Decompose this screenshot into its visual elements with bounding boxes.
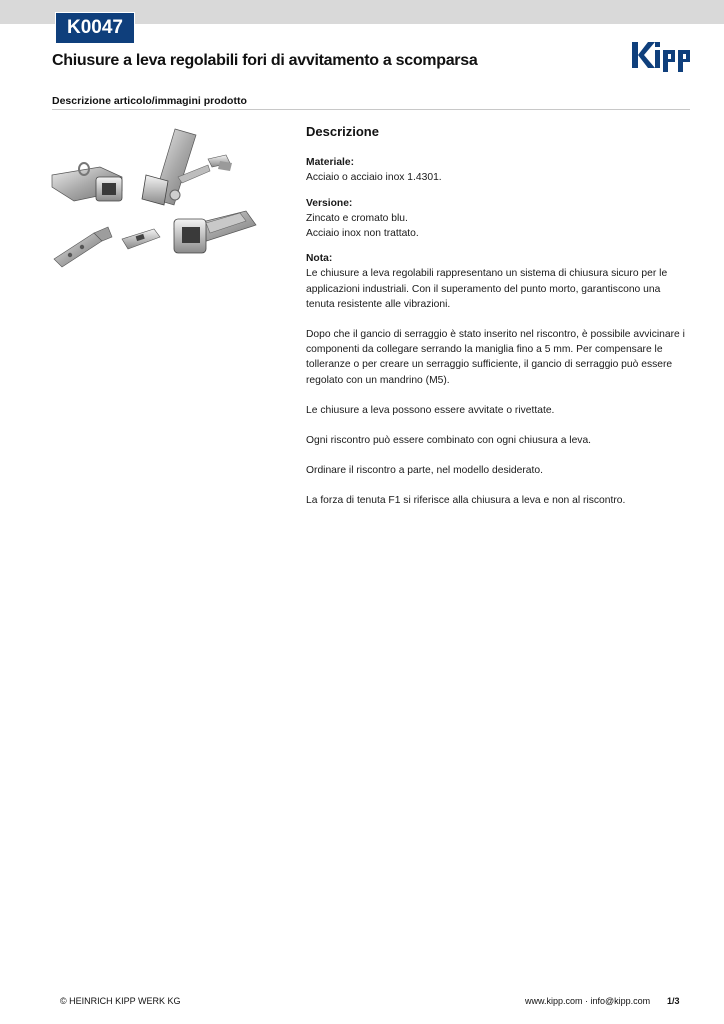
latch-bottom-right xyxy=(174,211,256,253)
latch-left xyxy=(52,163,122,201)
version-line: Acciaio inox non trattato. xyxy=(306,228,419,240)
catch-angle-bottom-left xyxy=(54,227,112,267)
description-block xyxy=(306,124,690,509)
material-label: Materiale: xyxy=(306,157,355,169)
note-label: Nota: xyxy=(306,253,333,265)
article-code-badge: K0047 xyxy=(55,12,135,44)
kipp-logo xyxy=(630,36,692,74)
note-paragraph: Le chiusure a leva regolabili rappresentano un sistema di chiusura sicuro per le applicazioni industriali. Con il superamento del punto morto, garantiscono una tenuta resistente alle vibrazioni. xyxy=(306,268,668,310)
note-paragraph: La forza di tenuta F1 si riferisce alla chiusura a leva e non al riscontro. xyxy=(306,495,626,507)
footer-contact: www.kipp.com · info@kipp.com xyxy=(525,996,651,1006)
catch-plate-bottom-center xyxy=(122,229,160,249)
note-paragraph: Ogni riscontro può essere combinato con ogni chiusura a leva. xyxy=(306,435,592,447)
note-paragraph: Le chiusure a leva possono essere avvitate o rivettate. xyxy=(306,404,555,416)
divider xyxy=(52,109,690,110)
section-label: Descrizione articolo/immagini prodotto xyxy=(52,95,247,107)
version-label: Versione: xyxy=(306,197,353,209)
latch-tall xyxy=(142,129,210,205)
page-title: Chiusure a leva regolabili fori di avvitamento a scomparsa xyxy=(52,52,478,69)
material-value: Acciaio o acciaio inox 1.4301. xyxy=(306,172,442,184)
description-heading: Descrizione xyxy=(306,124,379,139)
product-image xyxy=(50,125,258,273)
note-paragraph: Dopo che il gancio di serraggio è stato inserito nel riscontro, è possibile avvicinare i componenti da collegare serrando la maniglia fino a 5 mm. Per compensare le tolleranze o per creare un serraggio sufficiente, il gancio di serraggio può essere regolato con un mandrino (M5). xyxy=(306,329,685,386)
page-number: 1/3 xyxy=(667,996,680,1006)
catch-plate-top-right xyxy=(208,155,232,171)
footer-copyright: © HEINRICH KIPP WERK KG xyxy=(60,996,181,1006)
version-line: Zincato e cromato blu. xyxy=(306,212,408,224)
note-paragraph: Ordinare il riscontro a parte, nel modello desiderato. xyxy=(306,465,543,477)
